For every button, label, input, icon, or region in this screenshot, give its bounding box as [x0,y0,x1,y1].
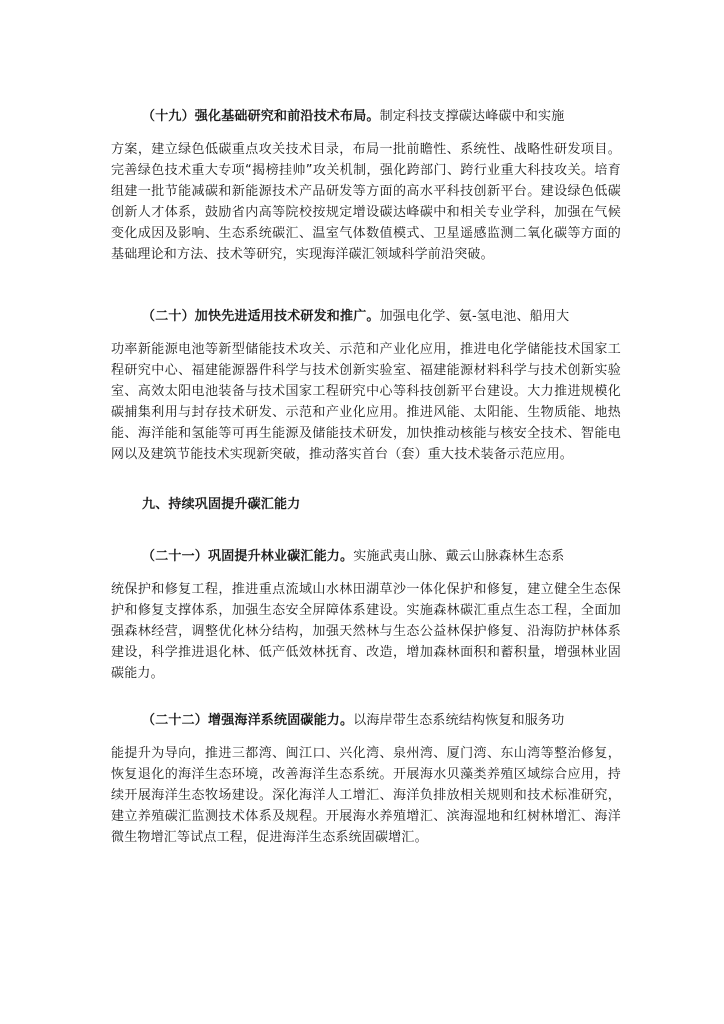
paragraph-lead-heading: （二十二）增强海洋系统固碳能力。 [142,713,354,728]
section-heading-carbon-sink: 九、持续巩固提升碳汇能力 [142,497,301,512]
paragraph-first-line-text: 以海岸带生态系统结构恢复和服务功 [353,713,565,728]
paragraph-first-line-text: 加强电化学、氨-氢电池、船用大 [379,309,570,324]
paragraph-21-forestry-carbon-sink [111,546,621,684]
paragraph-lead-heading: （二十一）巩固提升林业碳汇能力。 [142,549,354,564]
paragraph-lead-heading: （十九）强化基础研究和前沿技术布局。 [142,109,380,124]
paragraph-20-advanced-technology [111,306,621,465]
paragraph-body-text: 方案，建立绿色低碳重点攻关技术目录，布局一批前瞻性、系统性、战略性研发项目。完善绿色技术重大专项“揭榜挂帅”攻关机制，强化跨部门、跨行业重大科技攻关。培育组建一批节能减碳和新能源技术产品研发等方面的高水平科技创新平台。建设绿色低碳创新人才体系，鼓励省内高等院校按规定增设碳达峰碳中和相关专业学科，加强在气候变化成因及影响、生态系统碳汇、温室气体数值模式、卫星遥感监测二氧化碳等方面的基础理论和方法、技术等研究，实现海洋碳汇领域科学前沿突破。 [111,142,621,262]
paragraph-lead-heading: （二十）加快先进适用技术研发和推广。 [142,309,380,324]
paragraph-body-text: 功率新能源电池等新型储能技术攻关、示范和产业化应用，推进电化学储能技术国家工程研究中心、福建能源器件科学与技术创新实验室、福建能源材料科学与技术创新实验室、高效太阳电池装备与技术国家工程研究中心等科技创新平台建设。大力推进规模化碳捕集利用与封存技术研发、示范和产业化应用。推进风能、太阳能、生物质能、地热能、海洋能和氢能等可再生能源及储能技术研发，加快推动核能与核安全技术、智能电网以及建筑节能技术实现新突破，推动落实首台（套）重大技术装备示范应用。 [111,342,621,462]
paragraph-first-line-text: 制定科技支撑碳达峰碳中和实施 [379,109,565,124]
paragraph-first-line-text: 实施武夷山脉、戴云山脉森林生态系 [353,549,565,564]
paragraph-19-strengthen-basic-research [111,106,621,265]
paragraph-body-text: 统保护和修复工程，推进重点流域山水林田湖草沙一体化保护和修复，建立健全生态保护和修复支撑体系，加强生态安全屏障体系建设。实施森林碳汇重点生态工程，全面加强森林经营，调整优化林分结构，加强天然林与生态公益林保护修复、沿海防护林体系建设，科学推进退化林、低产低效林抚育、改造，增加森林面积和蓄积量，增强林业固碳能力。 [111,582,621,681]
paragraph-22-marine-carbon-sequestration [111,710,621,848]
paragraph-body-text: 能提升为导向，推进三都湾、闽江口、兴化湾、泉州湾、厦门湾、东山湾等整治修复，恢复退化的海洋生态环境，改善海洋生态系统。开展海水贝藻类养殖区域综合应用，持续开展海洋生态牧场建设。深化海洋人工增汇、海洋负排放相关规则和技术标准研究，建立养殖碳汇监测技术体系及规程。开展海水养殖增汇、滨海湿地和红树林增汇、海洋微生物增汇等试点工程，促进海洋生态系统固碳增汇。 [111,746,621,845]
